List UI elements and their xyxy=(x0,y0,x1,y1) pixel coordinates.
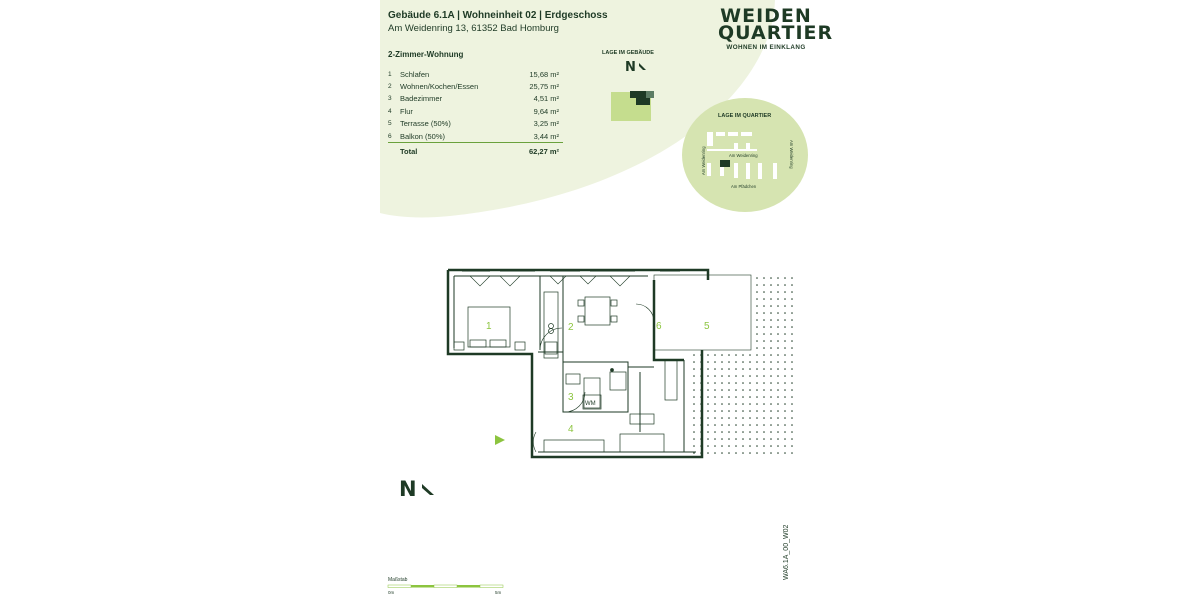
street-label: Am Weidenring xyxy=(729,153,758,158)
brand-line1: WEIDEN xyxy=(720,5,812,27)
room-label-3: 3 xyxy=(568,392,574,403)
scale-start: 0m xyxy=(388,590,395,595)
plan-north-arrow xyxy=(398,476,438,500)
north-arrow-icon xyxy=(422,484,434,495)
floorplan-sheet xyxy=(380,0,834,600)
north-letter: N xyxy=(399,477,417,501)
room-name: Flur xyxy=(400,106,413,116)
room-area: 4,51 m² xyxy=(533,94,559,104)
room-table xyxy=(388,68,563,159)
street-label: Am Weidenring xyxy=(789,140,794,169)
address: Am Weidenring 13, 61352 Bad Homburg xyxy=(388,23,559,34)
entrance-arrow-icon xyxy=(495,435,505,445)
room-name: Wohnen/Kochen/Essen xyxy=(400,82,479,92)
quarter-location-label: LAGE IM QUARTIER xyxy=(718,113,772,119)
apartment-type: 2-Zimmer-Wohnung xyxy=(388,50,464,59)
table-row xyxy=(388,93,563,105)
washer-label: WM xyxy=(585,401,596,407)
table-row xyxy=(388,68,563,80)
room-name: Badezimmer xyxy=(400,94,443,104)
street-label: Am Weidenring xyxy=(701,146,706,175)
room-area: 3,25 m² xyxy=(533,119,559,129)
room-number: 6 xyxy=(388,132,392,140)
room-number: 5 xyxy=(388,120,392,128)
building-north-arrow xyxy=(624,58,648,74)
room-label-2: 2 xyxy=(568,322,574,333)
total-area: 62,27 m² xyxy=(514,143,563,160)
table-row xyxy=(388,118,563,130)
building-location-diagram xyxy=(610,90,656,122)
room-label-6: 6 xyxy=(656,321,662,332)
floor-plan xyxy=(440,262,800,462)
street-label: Am Pfädchen xyxy=(731,184,757,189)
total-label: Total xyxy=(400,143,514,160)
room-number: 2 xyxy=(388,83,392,91)
table-row xyxy=(388,105,563,117)
total-row xyxy=(388,143,563,160)
room-label-1: 1 xyxy=(486,321,492,332)
brand-line2: QUARTIER xyxy=(718,22,834,44)
dining-table xyxy=(585,297,610,325)
scale-label: Maßstab xyxy=(388,577,408,583)
kitchen-counter xyxy=(544,292,558,358)
room-number: 3 xyxy=(388,95,392,103)
page-title: Gebäude 6.1A | Wohneinheit 02 | Erdgeschoss xyxy=(388,10,608,21)
scale-end: 5m xyxy=(495,590,502,595)
room-number: 4 xyxy=(388,107,392,115)
north-letter: N xyxy=(625,60,636,75)
balcony-area xyxy=(654,275,751,350)
room-area: 15,68 m² xyxy=(529,69,559,79)
table-row xyxy=(388,80,563,92)
room-name: Schlafen xyxy=(400,69,430,79)
building-location-label: LAGE IM GEBÄUDE xyxy=(602,50,654,56)
table-row xyxy=(388,130,563,143)
room-number: 1 xyxy=(388,70,392,78)
north-arrow-icon xyxy=(639,63,646,70)
room-area: 25,75 m² xyxy=(529,82,559,92)
room-label-4: 4 xyxy=(568,424,574,435)
brand-logo xyxy=(718,5,834,51)
room-name: Terrasse (50%) xyxy=(400,119,451,129)
room-label-5: 5 xyxy=(704,321,710,332)
room-area: 9,64 m² xyxy=(533,106,559,116)
scale-bar xyxy=(388,584,508,589)
brand-tagline: WOHNEN IM EINKLANG xyxy=(726,44,806,51)
room-name: Balkon (50%) xyxy=(400,131,446,141)
room-area: 3,44 m² xyxy=(533,131,559,141)
plan-code: WA6.1A_00_W02 xyxy=(783,524,790,580)
